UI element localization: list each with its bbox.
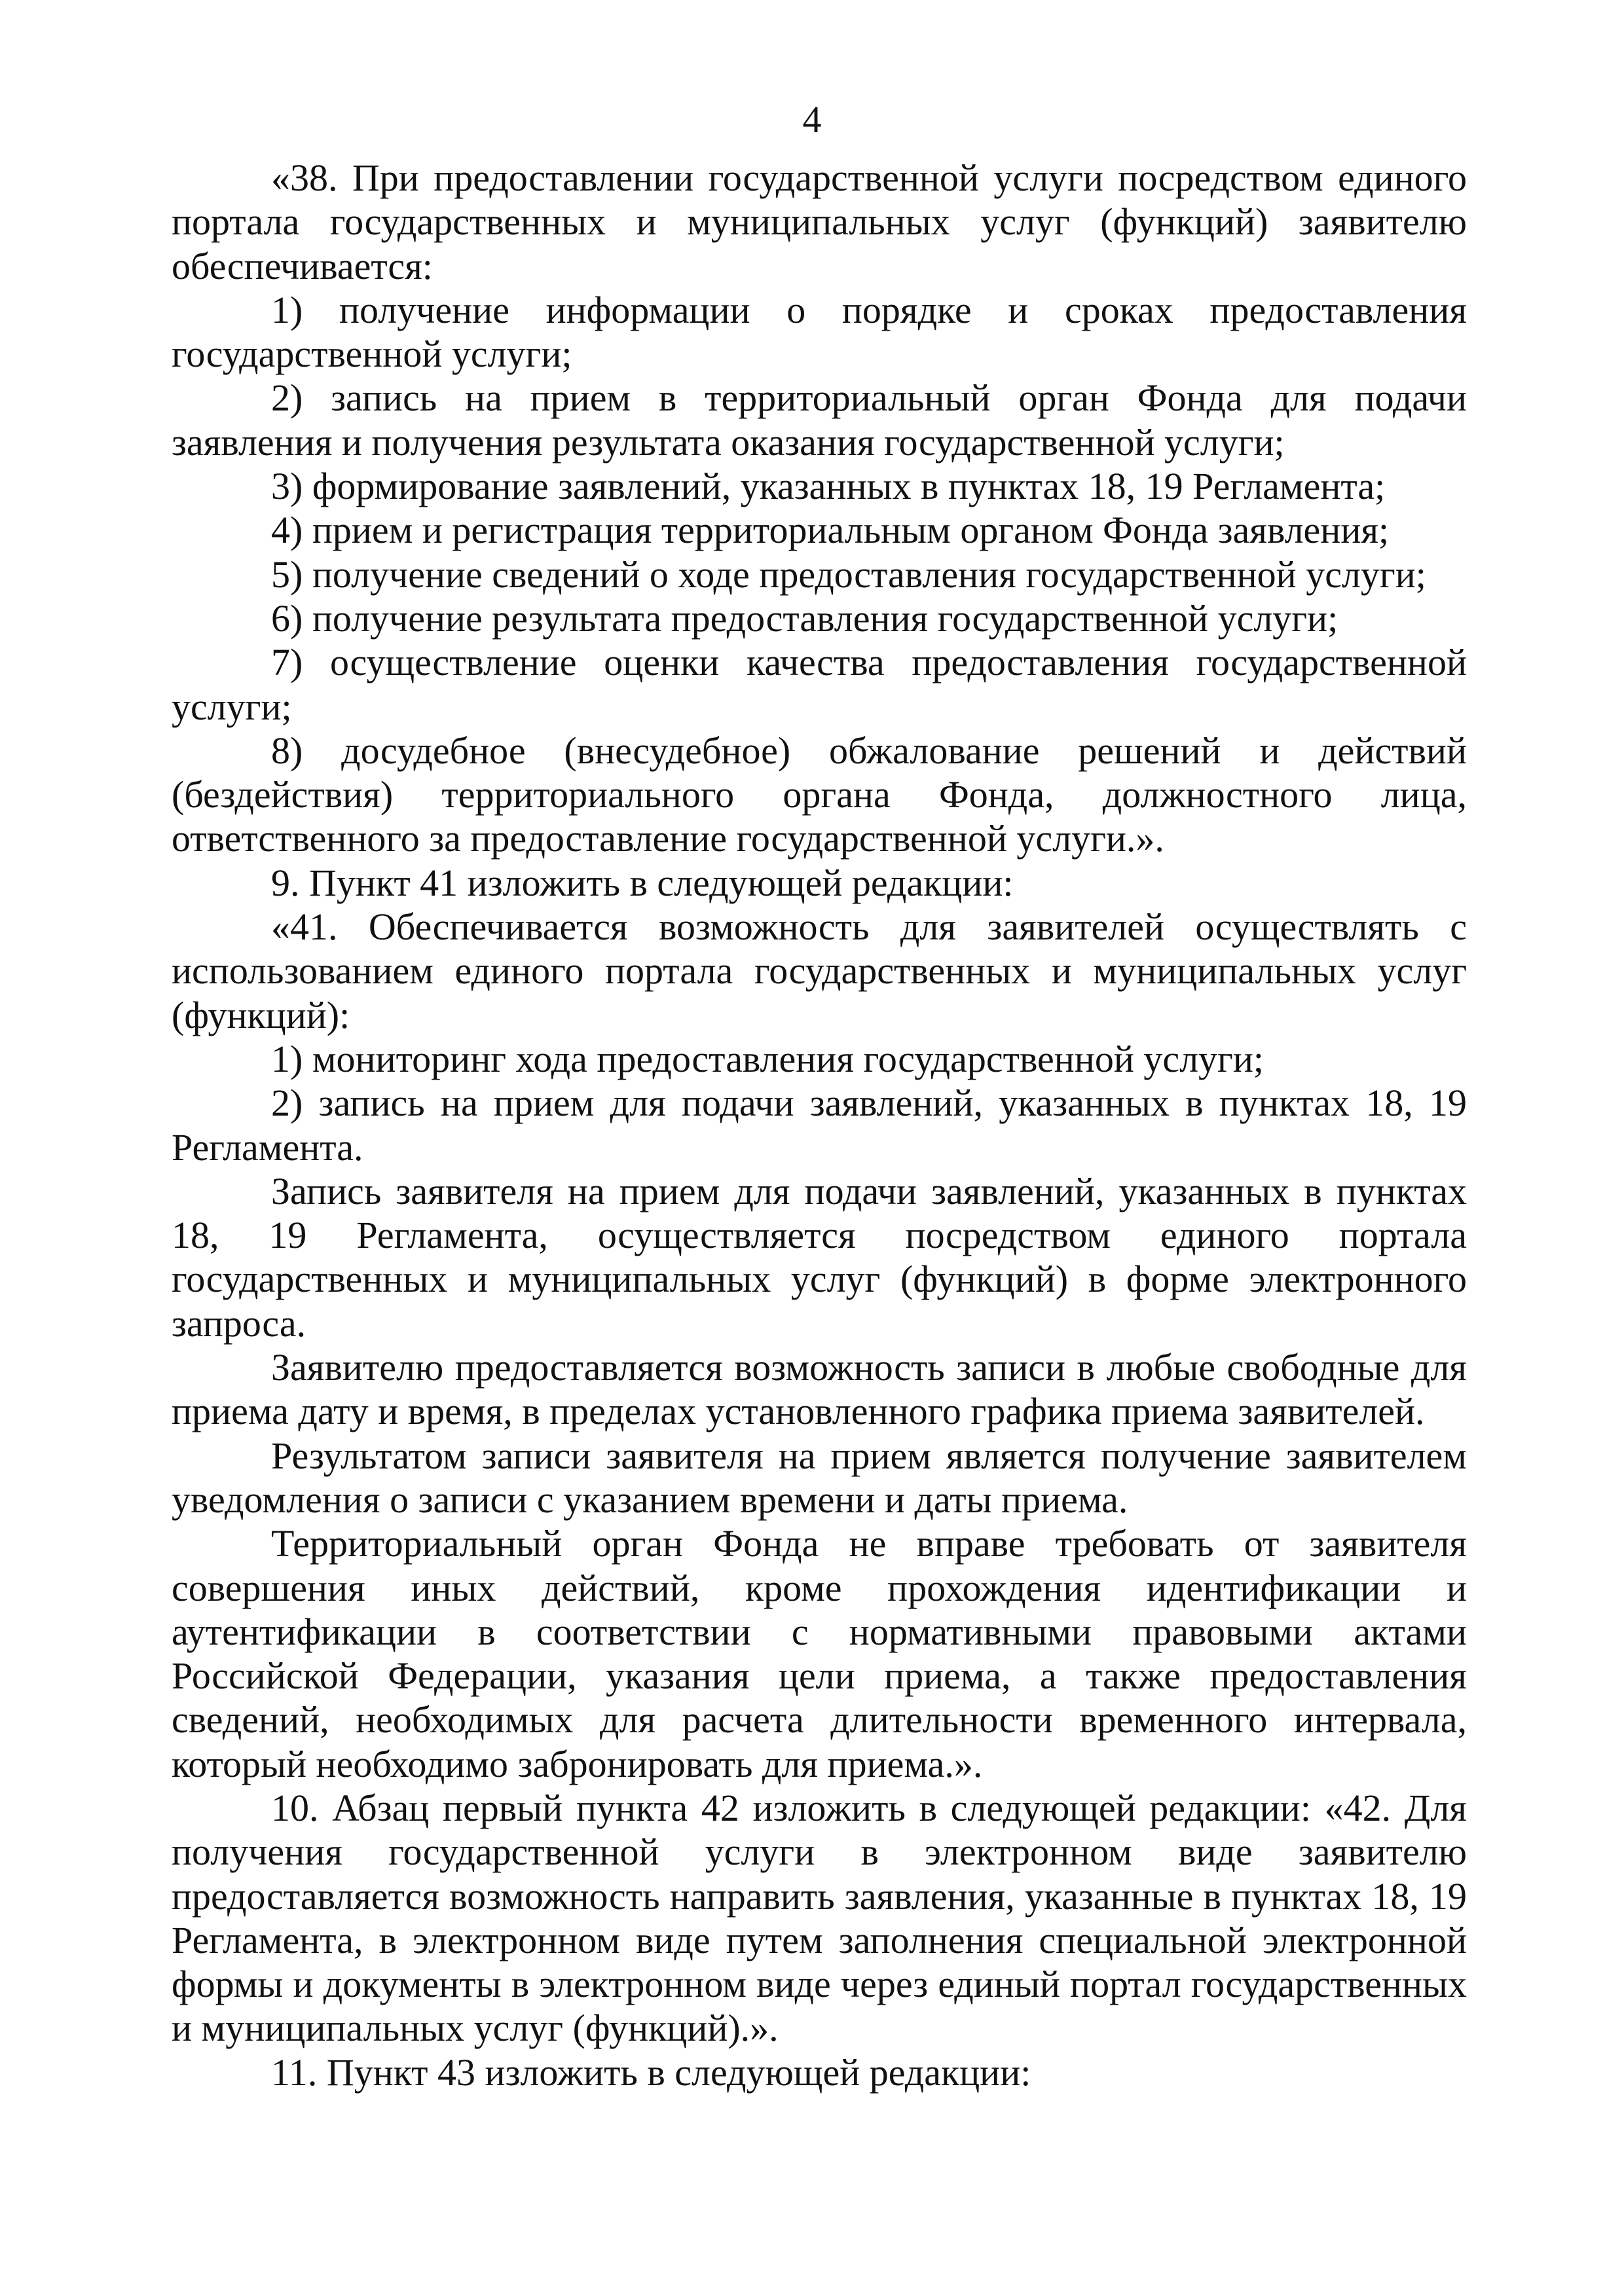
- paragraph-list-item-3: 3) формирование заявлений, указанных в пунктах 18, 19 Регламента;: [271, 465, 1386, 508]
- paragraph-list-item-4: 4) прием и регистрация территориальным органом Фонда заявления;: [271, 509, 1390, 552]
- paragraph-amendment-11: 11. Пункт 43 изложить в следующей редакции:: [271, 2050, 1031, 2094]
- paragraph-appointment-request: Запись заявителя на прием для подачи заявлений, указанных в пунктах 18, 19 Регламента, осуществляется посредством единого портала государственных и муниципальных услуг (функций) в форме электронного запроса.: [172, 1169, 1467, 1345]
- paragraph-amendment-9: 9. Пункт 41 изложить в следующей редакции:: [271, 861, 1014, 904]
- paragraph-appointment-slots: Заявителю предоставляется возможность записи в любые свободные для приема дату и время, в пределах установленного графика приема заявителей.: [172, 1346, 1467, 1433]
- paragraph-list-item-8: 8) досудебное (внесудебное) обжалование решений и действий (бездействия) территориального органа Фонда, должностного лица, ответственного за предоставление государственной услуги.».: [172, 729, 1467, 860]
- paragraph-list-item-6: 6) получение результата предоставления государственной услуги;: [271, 596, 1338, 640]
- paragraph-list-item-2: 2) запись на прием в территориальный орган Фонда для подачи заявления и получения результата оказания государственной услуги;: [172, 376, 1467, 464]
- paragraph-item-38-intro: «38. При предоставлении государственной услуги посредством единого портала государственных и муниципальных услуг (функций) заявителю обеспечивается:: [172, 156, 1467, 287]
- paragraph-item-41-intro: «41. Обеспечивается возможность для заявителей осуществлять с использованием единого портала государственных и муниципальных услуг (функций):: [172, 905, 1467, 1036]
- paragraph-list-item-7: 7) осуществление оценки качества предоставления государственной услуги;: [172, 641, 1467, 728]
- paragraph-41-list-item-2: 2) запись на прием для подачи заявлений, указанных в пунктах 18, 19 Регламента.: [172, 1082, 1467, 1169]
- paragraph-41-list-item-1: 1) мониторинг хода предоставления государственной услуги;: [271, 1037, 1264, 1080]
- paragraph-amendment-10: 10. Абзац первый пункта 42 изложить в следующей редакции: «42. Для получения государственной услуги в электронном виде заявителю предоставляется возможность направить заявления, указанные в пунктах 18, 19 Регламента, в электронном виде путем заполнения специальной электронной формы и документы в электронном виде через единый портал государственных и муниципальных услуг (функций).».: [172, 1786, 1467, 2050]
- paragraph-list-item-1: 1) получение информации о порядке и сроках предоставления государственной услуги;: [172, 288, 1467, 376]
- paragraph-appointment-result: Результатом записи заявителя на прием является получение заявителем уведомления о записи с указанием времени и даты приема.: [172, 1434, 1467, 1521]
- paragraph-list-item-5: 5) получение сведений о ходе предоставления государственной услуги;: [271, 553, 1426, 596]
- paragraph-fund-restrictions: Территориальный орган Фонда не вправе требовать от заявителя совершения иных действий, кроме прохождения идентификации и аутентификации в соответствии с нормативными правовыми актами Российской Федерации, указания цели приема, а также предоставления сведений, необходимых для расчета длительности временного интервала, который необходимо забронировать для приема.».: [172, 1522, 1467, 1785]
- page-number: 4: [802, 98, 822, 141]
- document-body: [172, 156, 1467, 2094]
